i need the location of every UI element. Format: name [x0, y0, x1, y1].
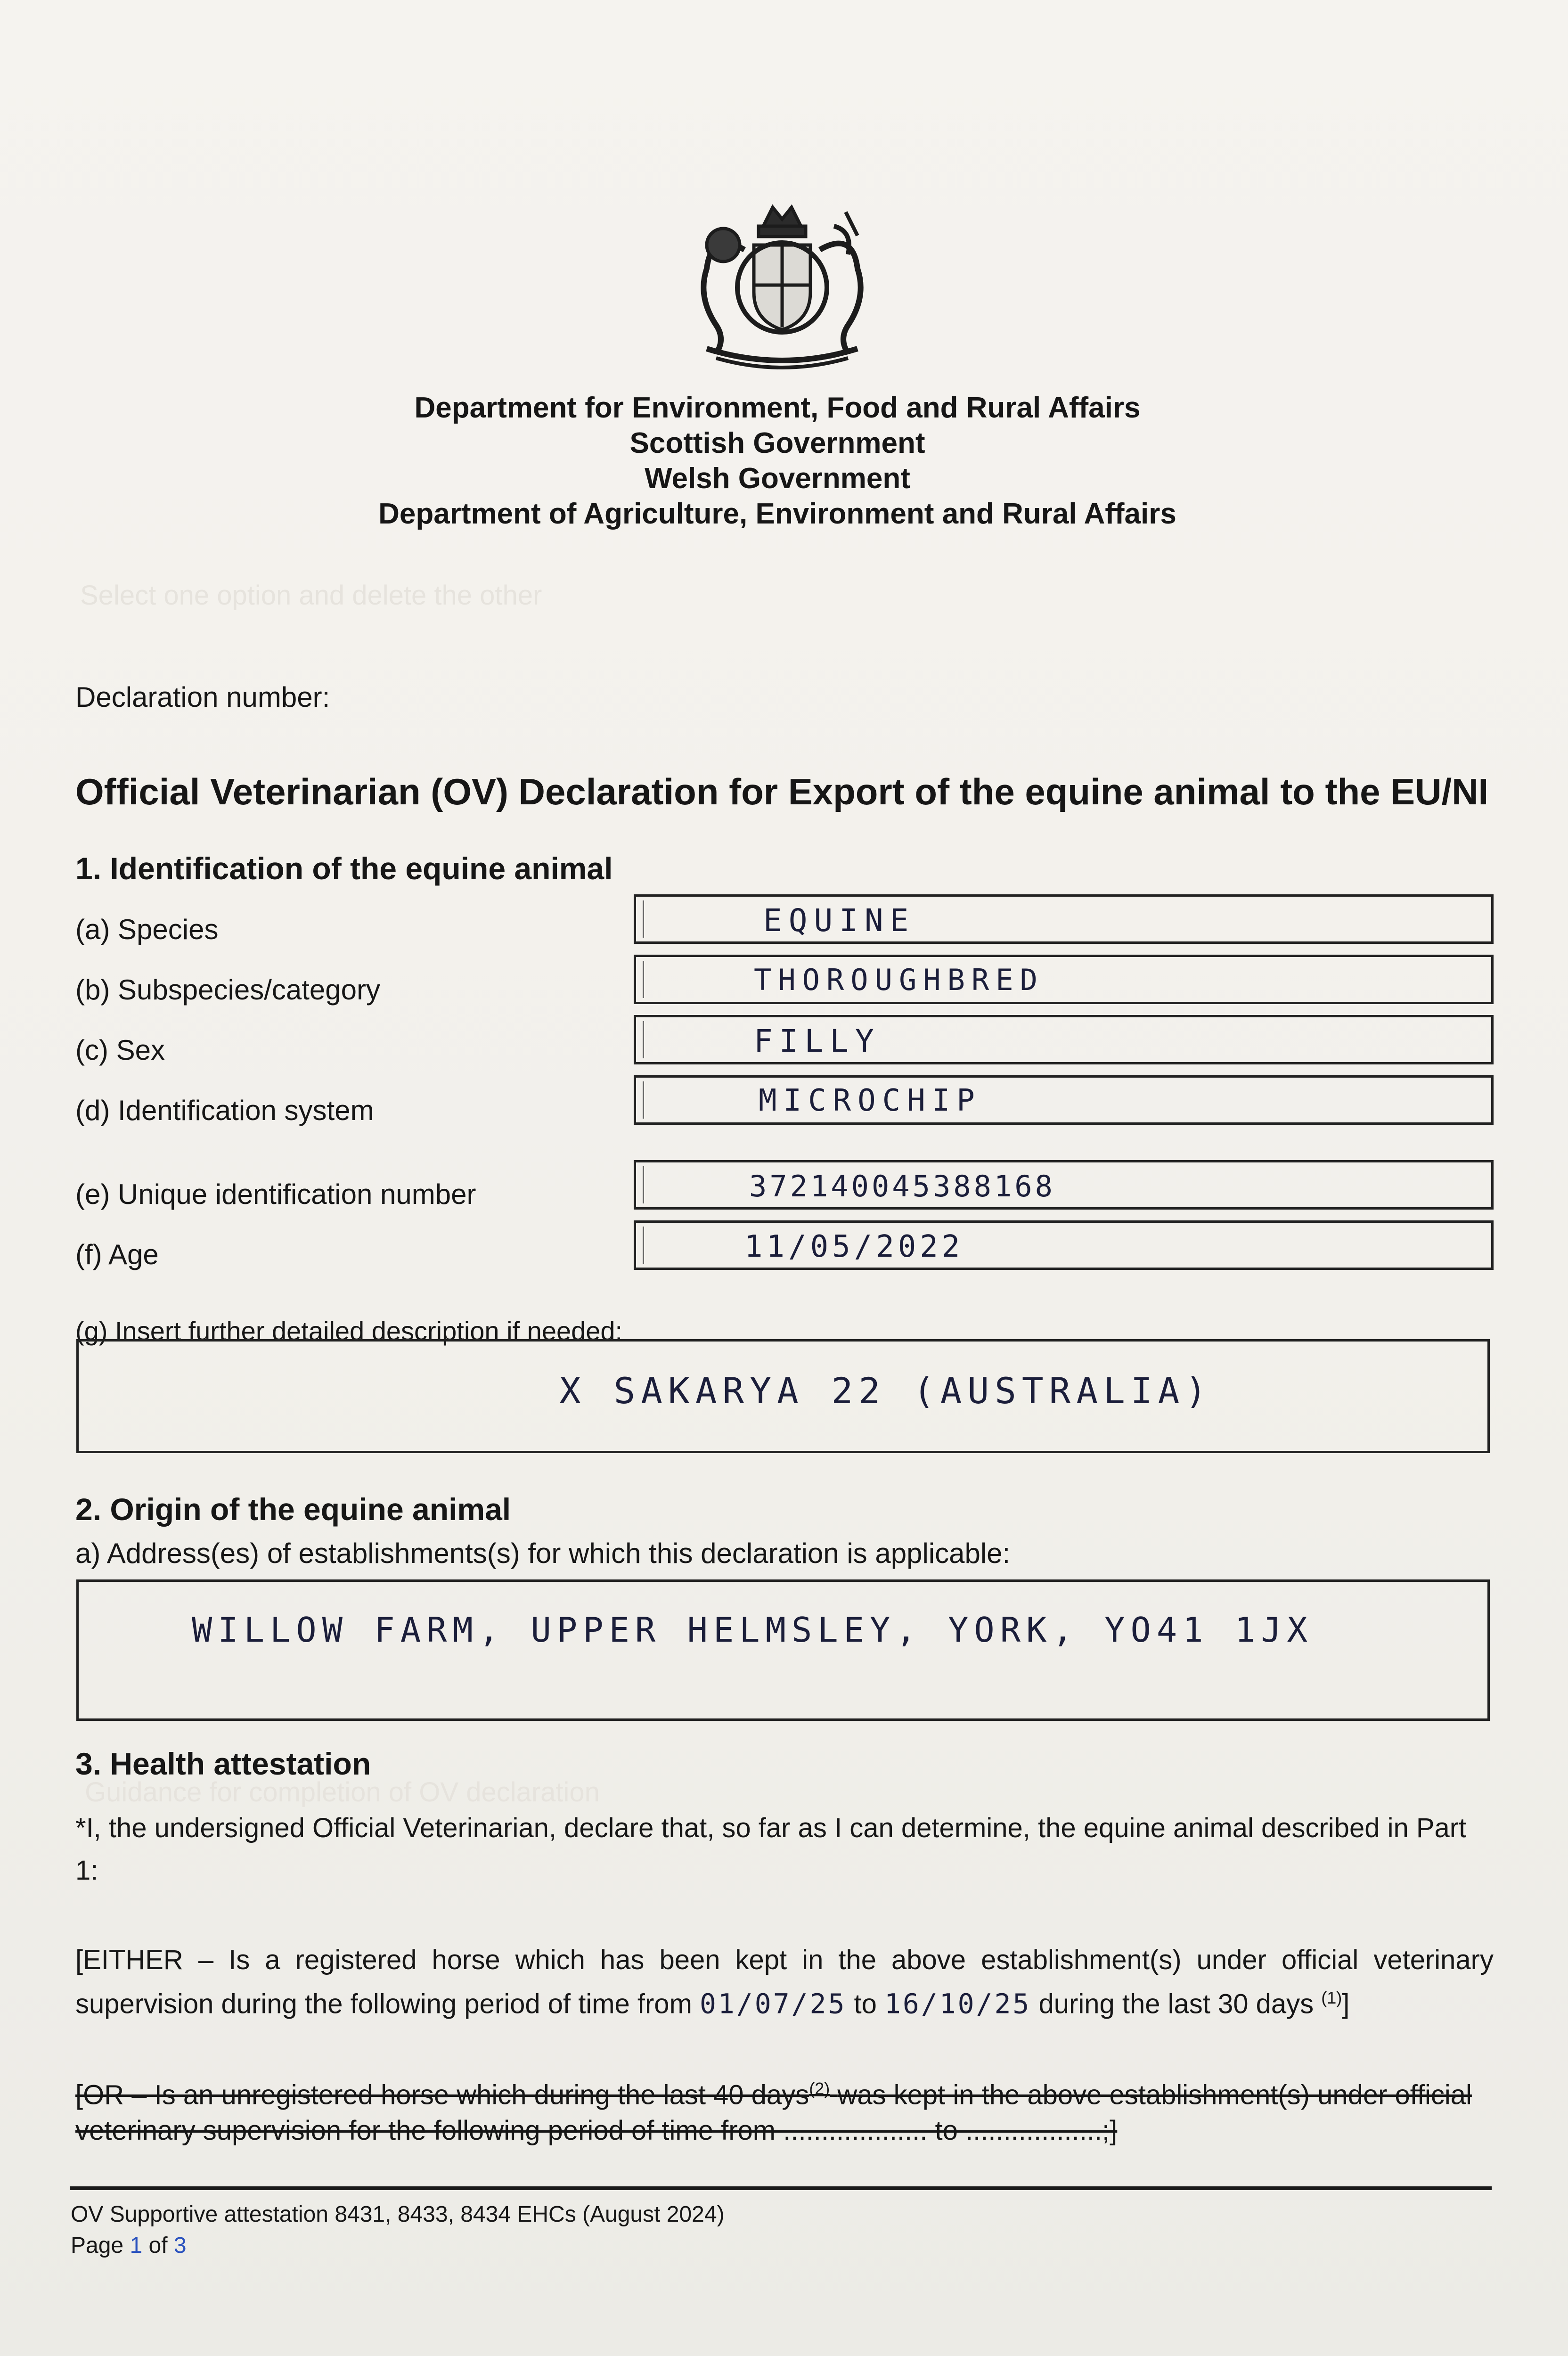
- age-value: 11/05/2022: [744, 1229, 964, 1264]
- section2-heading: 2. Origin of the equine animal: [75, 1492, 511, 1527]
- section1-heading: 1. Identification of the equine animal: [75, 851, 613, 886]
- agency-scottish-government: Scottish Government: [629, 427, 925, 459]
- either-date-to: 16/10/25: [884, 1988, 1031, 2020]
- further-description-value: X SAKARYA 22 (AUSTRALIA): [559, 1370, 1213, 1412]
- page-prefix: Page: [71, 2233, 124, 2258]
- either-to-word: to: [854, 1988, 877, 2020]
- subspecies-field[interactable]: [634, 955, 1494, 1004]
- sex-label: (c) Sex: [75, 1034, 165, 1066]
- health-intro: *I, the undersigned Official Veterinarian, declare that, so far as I can determine, the equine animal described in Part 1:: [75, 1813, 1467, 1886]
- subspecies-label: (b) Subspecies/category: [75, 974, 380, 1006]
- showthrough-text: Guidance for completion of OV declaration: [85, 1777, 600, 1808]
- sex-value: FILLY: [754, 1023, 881, 1059]
- page-title: Official Veterinarian (OV) Declaration for Export of the equine animal to the EU/NI: [75, 771, 1489, 812]
- age-label: (f) Age: [75, 1239, 159, 1270]
- identification-system-field[interactable]: [634, 1075, 1494, 1125]
- either-option: [75, 1941, 1494, 2023]
- page-total: 3: [173, 2233, 187, 2258]
- unique-id-field[interactable]: [634, 1160, 1494, 1210]
- identification-system-value: MICROCHIP: [759, 1083, 981, 1118]
- either-text-end: during the last 30 days: [1038, 1988, 1314, 2020]
- unique-id-label: (e) Unique identification number: [75, 1178, 476, 1210]
- either-text: [EITHER – Is a registered horse which has been kept in the above establishment(s) under official veterinary supervision during the following period of time from: [75, 1945, 1494, 2020]
- either-close-bracket: ]: [1342, 1988, 1350, 2020]
- agency-daera: Department of Agriculture, Environment and Rural Affairs: [378, 498, 1176, 530]
- showthrough-text: Select one option and delete the other: [80, 580, 542, 611]
- establishment-address-label: a) Address(es) of establishments(s) for which this declaration is applicable:: [75, 1538, 1011, 1569]
- royal-coat-of-arms-icon: [678, 193, 886, 377]
- species-value: EQUINE: [763, 902, 915, 939]
- or-option-struck: [75, 2071, 1494, 2149]
- species-field[interactable]: [634, 894, 1494, 944]
- further-description-label: (g) Insert further detailed description if needed:: [75, 1316, 623, 1346]
- establishment-address-field[interactable]: [76, 1579, 1490, 1721]
- subspecies-value: THOROUGHBRED: [754, 963, 1044, 997]
- species-label: (a) Species: [75, 914, 219, 945]
- establishment-address-value: WILLOW FARM, UPPER HELMSLEY, YORK, YO41 1JX: [192, 1610, 1313, 1650]
- agency-defra: Department for Environment, Food and Rural Affairs: [414, 392, 1141, 424]
- sex-field[interactable]: [634, 1015, 1494, 1064]
- or-footnote-ref: (2): [809, 2079, 830, 2098]
- identification-system-label: (d) Identification system: [75, 1095, 374, 1126]
- or-text-end: was kept in the above establishment(s) under official veterinary supervision for the following period of time from ................... to ..................;]: [75, 2079, 1472, 2146]
- either-footnote-ref: (1): [1321, 1988, 1342, 2007]
- footer-attestation-ref: OV Supportive attestation 8431, 8433, 8434 EHCs (August 2024): [71, 2202, 725, 2227]
- declaration-number-label: Declaration number:: [75, 681, 330, 713]
- further-description-field[interactable]: [76, 1339, 1490, 1453]
- page-current: 1: [130, 2233, 143, 2258]
- footer-page-number: [71, 2233, 187, 2258]
- footer-divider: [70, 2186, 1492, 2190]
- agency-welsh-government: Welsh Government: [645, 462, 910, 495]
- page-of: of: [148, 2233, 168, 2258]
- section3-heading: 3. Health attestation: [75, 1746, 371, 1781]
- or-text: [OR – Is an unregistered horse which during the last 40 days: [75, 2079, 809, 2111]
- unique-id-value: 372140045388168: [749, 1169, 1055, 1203]
- either-date-from: 01/07/25: [700, 1988, 847, 2020]
- age-field[interactable]: [634, 1220, 1494, 1270]
